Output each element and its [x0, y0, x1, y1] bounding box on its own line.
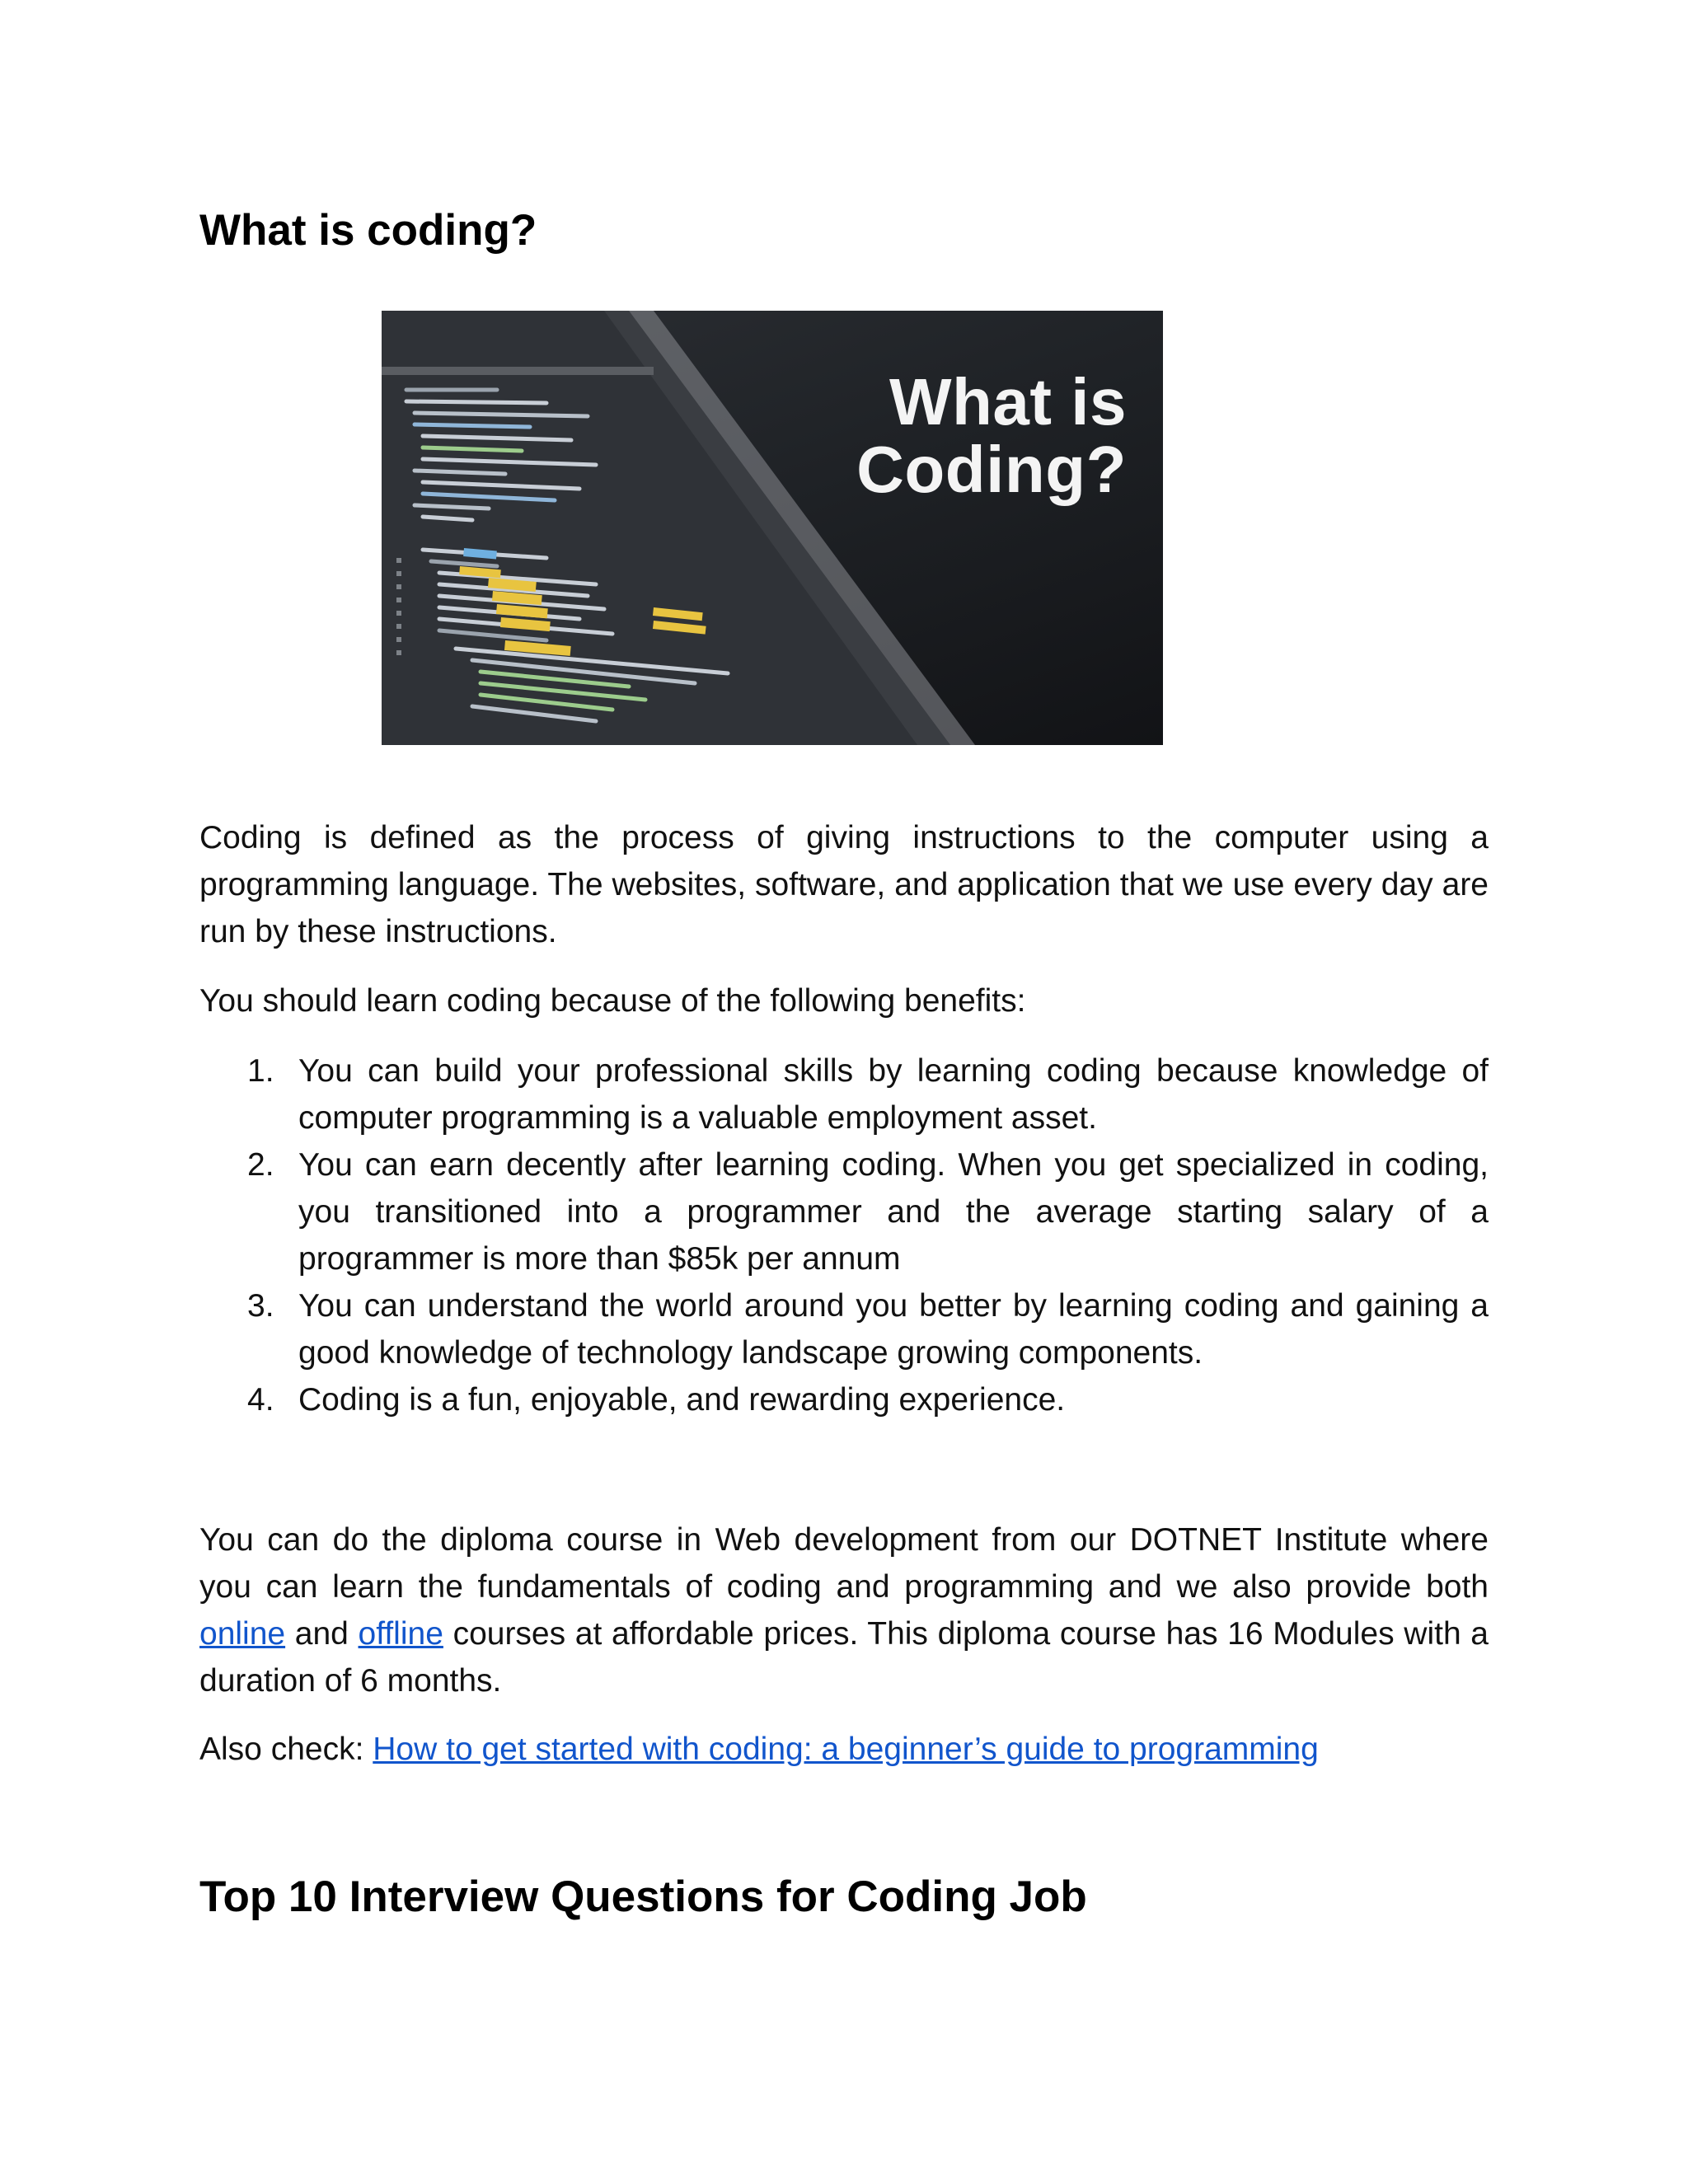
benefits-intro-paragraph: You should learn coding because of the following benefits:	[199, 983, 1026, 1019]
beginners-guide-link[interactable]: How to get started with coding: a beginner’s guide to programming	[373, 1732, 1319, 1767]
also-check-line	[199, 1726, 1489, 1773]
online-course-link[interactable]: online	[199, 1616, 286, 1652]
list-item-text: You can earn decently after learning coding. When you get specialized in coding, you transitioned into a programmer and the average starting salary of a programmer is more than $85k per annum	[298, 1147, 1489, 1277]
section-heading-what-is-coding: What is coding?	[199, 206, 537, 255]
also-check-prefix: Also check:	[199, 1732, 373, 1767]
list-item-text: You can understand the world around you better by learning coding and gaining a good knowledge of technology landscape growing components.	[298, 1288, 1489, 1371]
list-item-number: 3.	[247, 1288, 274, 1324]
diploma-course-paragraph	[199, 1516, 1489, 1704]
list-item-number: 1.	[247, 1053, 274, 1089]
diploma-text-mid: and	[285, 1616, 359, 1652]
list-item	[199, 1047, 1489, 1141]
list-item	[199, 1282, 1489, 1376]
list-item	[199, 1376, 1489, 1423]
benefits-list	[199, 1047, 1489, 1423]
list-item-number: 4.	[247, 1382, 274, 1418]
section-heading-interview-questions: Top 10 Interview Questions for Coding Job	[199, 1872, 1087, 1921]
diploma-text-before: You can do the diploma course in Web development from our DOTNET Institute where you can learn the fundamentals of coding and programming and we also provide both	[199, 1522, 1489, 1605]
image-overlay-line1: What is	[889, 365, 1127, 438]
image-overlay-line2: Coding?	[856, 433, 1127, 506]
diploma-text-after: courses at affordable prices. This diploma course has 16 Modules with a duration of 6 months.	[199, 1616, 1489, 1699]
list-item-number: 2.	[247, 1147, 274, 1183]
list-item-text: Coding is a fun, enjoyable, and rewarding experience.	[298, 1382, 1066, 1418]
list-item-text: You can build your professional skills by learning coding because knowledge of computer programming is a valuable employment asset.	[298, 1053, 1489, 1136]
image-overlay-text	[856, 365, 1127, 506]
coding-definition-paragraph: Coding is defined as the process of giving instructions to the computer using a programming language. The websites, software, and application that we use every day are run by these instructions.	[199, 820, 1489, 949]
offline-course-link[interactable]: offline	[358, 1616, 443, 1652]
list-item	[199, 1141, 1489, 1282]
what-is-coding-image	[382, 311, 1163, 745]
